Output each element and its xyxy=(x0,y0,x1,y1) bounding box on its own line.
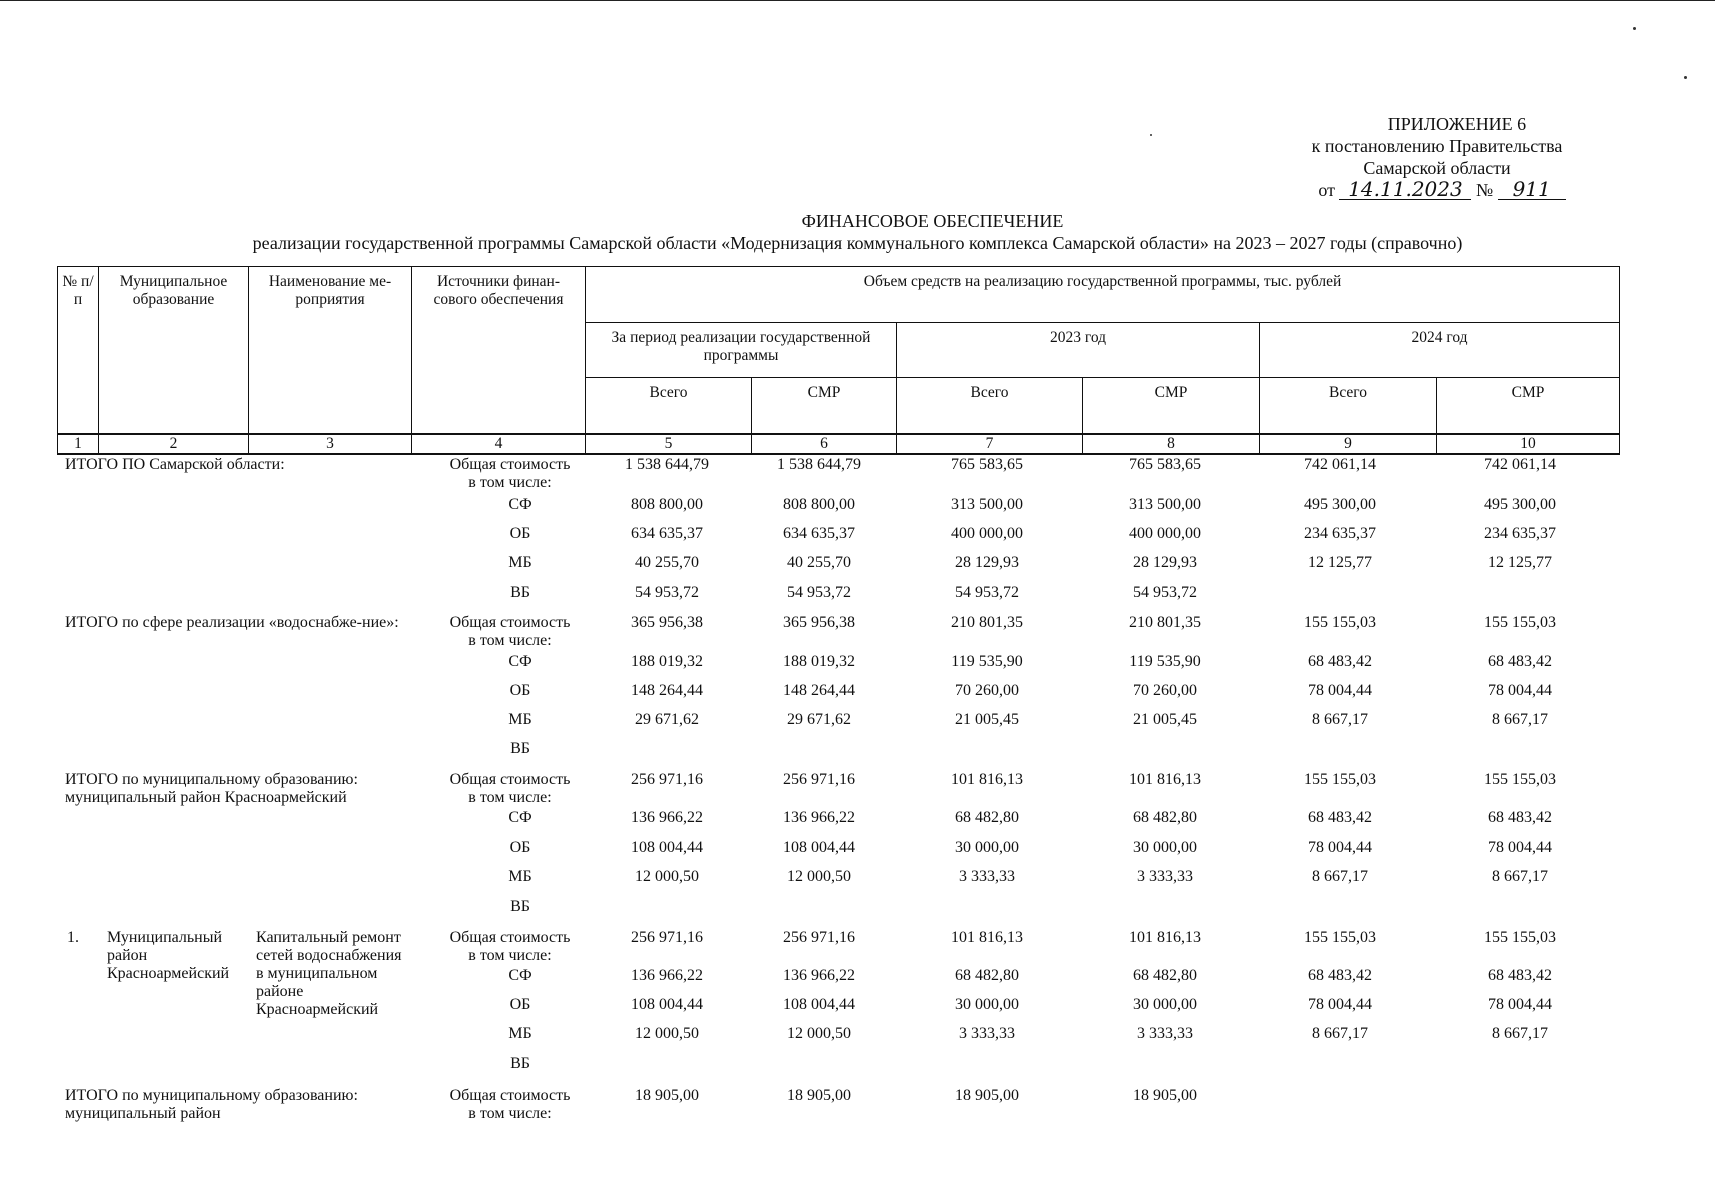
source-label: Общая стоимость xyxy=(449,929,571,946)
value-cell: 3 333,33 xyxy=(959,868,1015,885)
table-row xyxy=(0,682,1715,702)
header-smr: СМР xyxy=(1083,378,1260,434)
value-cell: 54 953,72 xyxy=(787,584,851,601)
value-cell: 12 000,50 xyxy=(787,1025,851,1042)
value-cell: 101 816,13 xyxy=(1129,929,1201,946)
number-label: № xyxy=(1475,180,1494,200)
value-cell: 30 000,00 xyxy=(1133,839,1197,856)
value-cell: 18 905,00 xyxy=(787,1087,851,1104)
column-number: 9 xyxy=(1260,434,1437,454)
header-2023: 2023 год xyxy=(897,322,1260,378)
table-row xyxy=(0,809,1715,829)
value-cell: 155 155,03 xyxy=(1304,771,1376,788)
value-cell: 70 260,00 xyxy=(955,682,1019,699)
value-cell: 136 966,22 xyxy=(631,967,703,984)
value-cell: 29 671,62 xyxy=(787,711,851,728)
value-cell: 3 333,33 xyxy=(959,1025,1015,1042)
value-cell: 765 583,65 xyxy=(951,456,1023,473)
value-cell: 400 000,00 xyxy=(951,525,1023,542)
source-label: Общая стоимость xyxy=(449,771,571,788)
value-cell: 68 482,80 xyxy=(955,809,1019,826)
value-cell: 12 000,50 xyxy=(635,868,699,885)
value-cell: 30 000,00 xyxy=(1133,996,1197,1013)
source-label: Общая стоимость xyxy=(449,1087,571,1104)
value-cell: 742 061,14 xyxy=(1304,456,1376,473)
table-row xyxy=(0,839,1715,859)
header-total: Всего xyxy=(897,378,1083,434)
header-smr: СМР xyxy=(1437,378,1620,434)
value-cell: 70 260,00 xyxy=(1133,682,1197,699)
value-cell: 28 129,93 xyxy=(955,554,1019,571)
value-cell: 1 538 644,79 xyxy=(777,456,861,473)
value-cell: 78 004,44 xyxy=(1488,996,1552,1013)
value-cell: 21 005,45 xyxy=(1133,711,1197,728)
value-cell: 78 004,44 xyxy=(1308,996,1372,1013)
value-cell: 765 583,65 xyxy=(1129,456,1201,473)
value-cell: 21 005,45 xyxy=(955,711,1019,728)
source-label: в том числе: xyxy=(468,474,552,491)
source-key: ОБ xyxy=(509,682,531,699)
value-cell: 12 125,77 xyxy=(1308,554,1372,571)
source-key: МБ xyxy=(508,711,532,728)
source-key: ОБ xyxy=(509,996,531,1013)
value-cell: 28 129,93 xyxy=(1133,554,1197,571)
title-line-1: ФИНАНСОВОЕ ОБЕСПЕЧЕНИЕ xyxy=(801,211,1064,231)
source-key: ОБ xyxy=(509,525,531,542)
column-number: 6 xyxy=(752,434,897,454)
source-key: СФ xyxy=(508,809,532,826)
value-cell: 8 667,17 xyxy=(1312,1025,1368,1042)
source-label: в том числе: xyxy=(468,1105,552,1122)
source-key: СФ xyxy=(508,967,532,984)
value-cell: 256 971,16 xyxy=(783,929,855,946)
value-cell: 256 971,16 xyxy=(783,771,855,788)
value-cell: 54 953,72 xyxy=(955,584,1019,601)
value-cell: 8 667,17 xyxy=(1312,868,1368,885)
column-number: 3 xyxy=(249,434,412,454)
source-label: в том числе: xyxy=(468,947,552,964)
source-key: ОБ xyxy=(509,839,531,856)
value-cell: 12 000,50 xyxy=(787,868,851,885)
value-cell: 40 255,70 xyxy=(787,554,851,571)
source-key: ВБ xyxy=(510,898,530,915)
value-cell: 155 155,03 xyxy=(1484,929,1556,946)
handwritten-date: 14.11.2023 xyxy=(1339,179,1471,200)
column-number: 2 xyxy=(99,434,249,454)
value-cell: 78 004,44 xyxy=(1488,839,1552,856)
appendix-line: к постановлению Правительства xyxy=(1311,136,1563,156)
value-cell: 234 635,37 xyxy=(1484,525,1556,542)
from-label: от xyxy=(1318,180,1335,200)
table-row xyxy=(0,496,1715,516)
value-cell: 68 482,80 xyxy=(1133,809,1197,826)
value-cell: 68 483,42 xyxy=(1488,809,1552,826)
column-number: 1 xyxy=(58,434,99,454)
value-cell: 68 482,80 xyxy=(1133,967,1197,984)
value-cell: 30 000,00 xyxy=(955,839,1019,856)
source-label: в том числе: xyxy=(468,789,552,806)
value-cell: 1 538 644,79 xyxy=(625,456,709,473)
header-total: Всего xyxy=(586,378,752,434)
source-key: СФ xyxy=(508,496,532,513)
source-key: ВБ xyxy=(510,1055,530,1072)
value-cell: 68 483,42 xyxy=(1308,653,1372,670)
block-label: ИТОГО по муниципальному образованию: муниципальный район Красноармейский xyxy=(65,771,358,806)
value-cell: 12 000,50 xyxy=(635,1025,699,1042)
source-key: МБ xyxy=(508,554,532,571)
value-cell: 742 061,14 xyxy=(1484,456,1556,473)
value-cell: 188 019,32 xyxy=(631,653,703,670)
header-2024: 2024 год xyxy=(1260,322,1620,378)
value-cell: 119 535,90 xyxy=(951,653,1023,670)
value-cell: 136 966,22 xyxy=(783,809,855,826)
value-cell: 495 300,00 xyxy=(1484,496,1556,513)
block-label: ИТОГО по муниципальному образованию: муниципальный район xyxy=(65,1087,358,1122)
header-smr: СМР xyxy=(752,378,897,434)
value-cell: 68 483,42 xyxy=(1308,809,1372,826)
header-total: Всего xyxy=(1260,378,1437,434)
source-key: ВБ xyxy=(510,584,530,601)
value-cell: 155 155,03 xyxy=(1304,929,1376,946)
value-cell: 101 816,13 xyxy=(1129,771,1201,788)
value-cell: 119 535,90 xyxy=(1129,653,1201,670)
table-row xyxy=(0,584,1715,604)
value-cell: 634 635,37 xyxy=(783,525,855,542)
table-row xyxy=(0,711,1715,731)
value-cell: 155 155,03 xyxy=(1484,614,1556,631)
value-cell: 188 019,32 xyxy=(783,653,855,670)
value-cell: 18 905,00 xyxy=(1133,1087,1197,1104)
value-cell: 256 971,16 xyxy=(631,929,703,946)
handwritten-number: 911 xyxy=(1498,179,1566,200)
table-row xyxy=(0,740,1715,760)
value-cell: 210 801,35 xyxy=(951,614,1023,631)
value-cell: 8 667,17 xyxy=(1492,1025,1548,1042)
value-cell: 365 956,38 xyxy=(783,614,855,631)
header-col1: № п/п xyxy=(58,267,99,435)
value-cell: 313 500,00 xyxy=(951,496,1023,513)
table-row xyxy=(0,898,1715,918)
column-number: 5 xyxy=(586,434,752,454)
source-key: СФ xyxy=(508,653,532,670)
table-row xyxy=(0,868,1715,888)
table-row xyxy=(0,1055,1715,1075)
value-cell: 54 953,72 xyxy=(635,584,699,601)
value-cell: 68 483,42 xyxy=(1308,967,1372,984)
source-label: Общая стоимость xyxy=(449,614,571,631)
column-number: 7 xyxy=(897,434,1083,454)
value-cell: 8 667,17 xyxy=(1492,868,1548,885)
column-number: 10 xyxy=(1437,434,1620,454)
value-cell: 108 004,44 xyxy=(783,839,855,856)
source-key: ВБ xyxy=(510,740,530,757)
value-cell: 3 333,33 xyxy=(1137,868,1193,885)
block-label: ИТОГО по сфере реализации «водоснабже-ние»: xyxy=(65,614,399,631)
value-cell: 18 905,00 xyxy=(955,1087,1019,1104)
value-cell: 68 482,80 xyxy=(955,967,1019,984)
item-number: 1. xyxy=(67,929,79,946)
value-cell: 136 966,22 xyxy=(631,809,703,826)
table-row xyxy=(0,996,1715,1016)
header-volume: Объем средств на реализацию государственной программы, тыс. рублей xyxy=(586,267,1620,323)
value-cell: 8 667,17 xyxy=(1312,711,1368,728)
table-row xyxy=(0,653,1715,673)
value-cell: 136 966,22 xyxy=(783,967,855,984)
value-cell: 148 264,44 xyxy=(631,682,703,699)
source-label: Общая стоимость xyxy=(449,456,571,473)
value-cell: 68 483,42 xyxy=(1488,967,1552,984)
value-cell: 210 801,35 xyxy=(1129,614,1201,631)
value-cell: 12 125,77 xyxy=(1488,554,1552,571)
value-cell: 808 800,00 xyxy=(783,496,855,513)
value-cell: 30 000,00 xyxy=(955,996,1019,1013)
table-row xyxy=(0,1025,1715,1045)
table-row xyxy=(0,967,1715,987)
value-cell: 808 800,00 xyxy=(631,496,703,513)
value-cell: 3 333,33 xyxy=(1137,1025,1193,1042)
municipality-name: Муниципальный район Красноармейский xyxy=(107,929,230,982)
value-cell: 8 667,17 xyxy=(1492,711,1548,728)
value-cell: 365 956,38 xyxy=(631,614,703,631)
appendix-line: Самарской области xyxy=(1363,158,1511,178)
value-cell: 495 300,00 xyxy=(1304,496,1376,513)
table-row xyxy=(0,614,1715,634)
column-number: 8 xyxy=(1083,434,1260,454)
source-label: в том числе: xyxy=(468,632,552,649)
value-cell: 101 816,13 xyxy=(951,771,1023,788)
appendix-title: ПРИЛОЖЕНИЕ 6 xyxy=(1387,114,1527,134)
value-cell: 40 255,70 xyxy=(635,554,699,571)
value-cell: 68 483,42 xyxy=(1488,653,1552,670)
source-key: МБ xyxy=(508,868,532,885)
title-line-2: реализации государственной программы Самарской области «Модернизация коммунального комплекса Самарской области» на 2023 – 2027 годы (справочно) xyxy=(252,233,1463,253)
header-col2: Муниципальное образование xyxy=(99,267,249,435)
source-key: МБ xyxy=(508,1025,532,1042)
value-cell: 54 953,72 xyxy=(1133,584,1197,601)
value-cell: 234 635,37 xyxy=(1304,525,1376,542)
table-row xyxy=(0,456,1715,476)
block-label: ИТОГО ПО Самарской области: xyxy=(65,456,285,473)
value-cell: 29 671,62 xyxy=(635,711,699,728)
column-number: 4 xyxy=(412,434,586,454)
value-cell: 148 264,44 xyxy=(783,682,855,699)
value-cell: 155 155,03 xyxy=(1304,614,1376,631)
table-row xyxy=(0,525,1715,545)
value-cell: 108 004,44 xyxy=(631,839,703,856)
value-cell: 78 004,44 xyxy=(1308,839,1372,856)
value-cell: 101 816,13 xyxy=(951,929,1023,946)
value-cell: 78 004,44 xyxy=(1488,682,1552,699)
value-cell: 313 500,00 xyxy=(1129,496,1201,513)
value-cell: 400 000,00 xyxy=(1129,525,1201,542)
header-col3: Наименование ме-роприятия xyxy=(249,267,412,435)
value-cell: 108 004,44 xyxy=(783,996,855,1013)
header-col4: Источники финан-сового обеспечения xyxy=(412,267,586,435)
value-cell: 256 971,16 xyxy=(631,771,703,788)
value-cell: 155 155,03 xyxy=(1484,771,1556,788)
event-name: Капитальный ремонт сетей водоснабжения в муниципальном районе Красноармейский xyxy=(256,929,402,1018)
table-row xyxy=(0,554,1715,574)
value-cell: 78 004,44 xyxy=(1308,682,1372,699)
value-cell: 18 905,00 xyxy=(635,1087,699,1104)
value-cell: 108 004,44 xyxy=(631,996,703,1013)
value-cell: 634 635,37 xyxy=(631,525,703,542)
header-period: За период реализации государственной программы xyxy=(586,322,897,378)
